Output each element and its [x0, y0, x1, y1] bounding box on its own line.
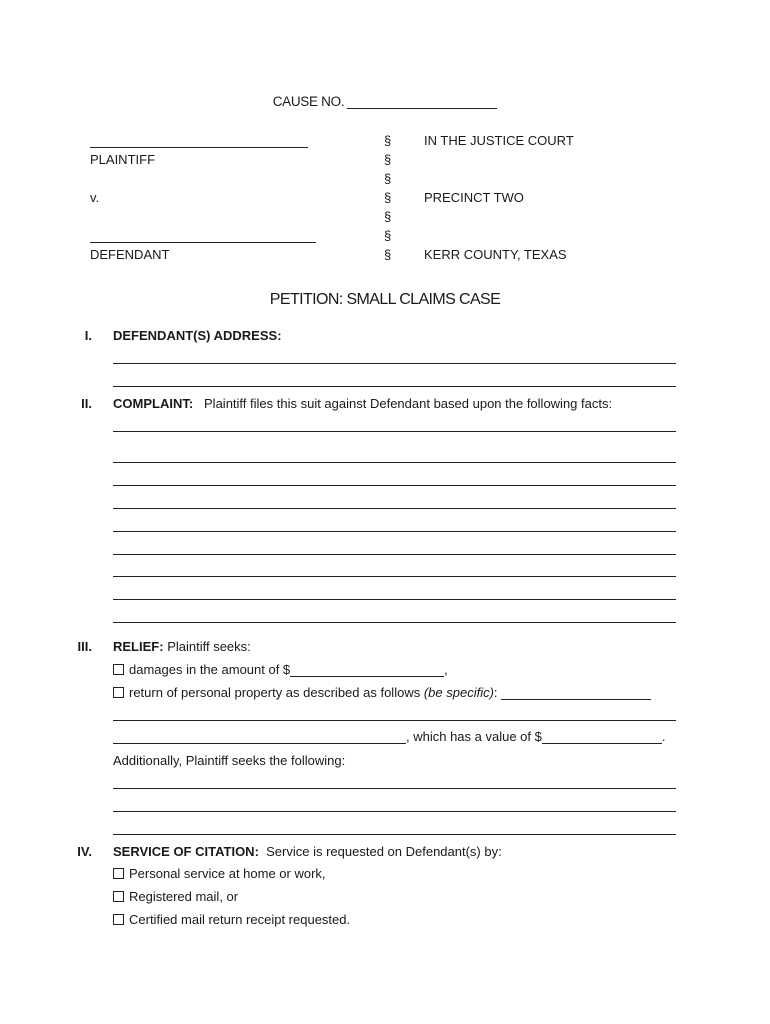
relief-heading — [113, 639, 251, 654]
section-numeral: I. — [84, 328, 92, 343]
property-colon: : — [493, 685, 498, 700]
complaint-line[interactable] — [113, 431, 676, 432]
complaint-text: Plaintiff files this suit against Defendant based upon the following facts: — [204, 396, 613, 411]
section-symbol: § — [384, 209, 392, 224]
section-symbol: § — [384, 133, 392, 148]
complaint-line[interactable] — [113, 508, 676, 509]
precinct-name: PRECINCT TWO — [424, 190, 524, 205]
complaint-line[interactable] — [113, 485, 676, 486]
certified-mail-checkbox[interactable] — [113, 914, 124, 925]
defendant-label: DEFENDANT — [90, 247, 170, 262]
plaintiff-name-blank[interactable] — [90, 147, 308, 148]
registered-mail-checkbox[interactable] — [113, 891, 124, 902]
relief-text: Plaintiff seeks: — [167, 639, 251, 654]
section-heading: SERVICE OF CITATION: — [113, 844, 259, 859]
defendant-address-heading — [113, 328, 282, 343]
service-option-certified — [113, 912, 350, 927]
section-symbol: § — [384, 228, 392, 243]
property-checkbox[interactable] — [113, 687, 124, 698]
damages-comma: , — [444, 662, 448, 677]
section-symbol: § — [384, 171, 392, 186]
service-heading — [113, 844, 502, 859]
address-line[interactable] — [113, 363, 676, 364]
cause-number — [0, 94, 770, 109]
service-option-label: Registered mail, or — [129, 889, 239, 904]
section-symbol: § — [384, 152, 392, 167]
address-line[interactable] — [113, 386, 676, 387]
service-option-registered — [113, 889, 238, 904]
damages-label: damages in the amount of $ — [129, 662, 291, 677]
damages-amount-blank[interactable] — [290, 663, 444, 677]
additional-relief-line[interactable] — [113, 834, 676, 835]
section-numeral: II. — [81, 396, 92, 411]
property-value-line — [113, 729, 665, 744]
property-option — [113, 685, 651, 700]
section-numeral: IV. — [77, 844, 92, 859]
section-numeral: III. — [77, 639, 92, 654]
personal-service-checkbox[interactable] — [113, 868, 124, 879]
complaint-line[interactable] — [113, 462, 676, 463]
complaint-line[interactable] — [113, 599, 676, 600]
complaint-line[interactable] — [113, 531, 676, 532]
property-label: return of personal property as described as follows — [129, 685, 421, 700]
property-value-period: . — [661, 729, 666, 744]
property-note: (be specific) — [423, 685, 494, 700]
additional-relief-text: Additionally, Plaintiff seeks the following: — [113, 753, 346, 768]
section-heading: RELIEF: — [113, 639, 164, 654]
versus-label: v. — [90, 190, 100, 205]
property-description-line[interactable] — [113, 720, 676, 721]
property-description-blank[interactable] — [113, 730, 406, 744]
case-caption — [0, 130, 770, 270]
complaint-line[interactable] — [113, 622, 676, 623]
cause-label: CAUSE NO. — [272, 94, 345, 109]
damages-checkbox[interactable] — [113, 664, 124, 675]
property-value-blank[interactable] — [542, 730, 662, 744]
complaint-heading — [113, 396, 612, 411]
defendant-name-blank[interactable] — [90, 242, 316, 243]
service-option-personal — [113, 866, 326, 881]
property-description-blank[interactable] — [501, 686, 651, 700]
property-value-text: , which has a value of $ — [406, 729, 542, 744]
section-heading: DEFENDANT(S) ADDRESS: — [113, 328, 282, 343]
complaint-line[interactable] — [113, 576, 676, 577]
service-text: Service is requested on Defendant(s) by: — [266, 844, 502, 859]
section-symbol: § — [384, 247, 392, 262]
plaintiff-label: PLAINTIFF — [90, 152, 156, 167]
service-option-label: Certified mail return receipt requested. — [129, 912, 351, 927]
cause-number-blank[interactable] — [347, 94, 497, 109]
additional-relief-line[interactable] — [113, 811, 676, 812]
service-option-label: Personal service at home or work, — [129, 866, 326, 881]
additional-relief-line[interactable] — [113, 788, 676, 789]
county-name: KERR COUNTY, TEXAS — [424, 247, 567, 262]
section-heading: COMPLAINT: — [113, 396, 194, 411]
section-symbol: § — [384, 190, 392, 205]
damages-option — [113, 662, 448, 677]
court-name: IN THE JUSTICE COURT — [424, 133, 574, 148]
document-title: PETITION: SMALL CLAIMS CASE — [269, 291, 501, 308]
complaint-line[interactable] — [113, 554, 676, 555]
